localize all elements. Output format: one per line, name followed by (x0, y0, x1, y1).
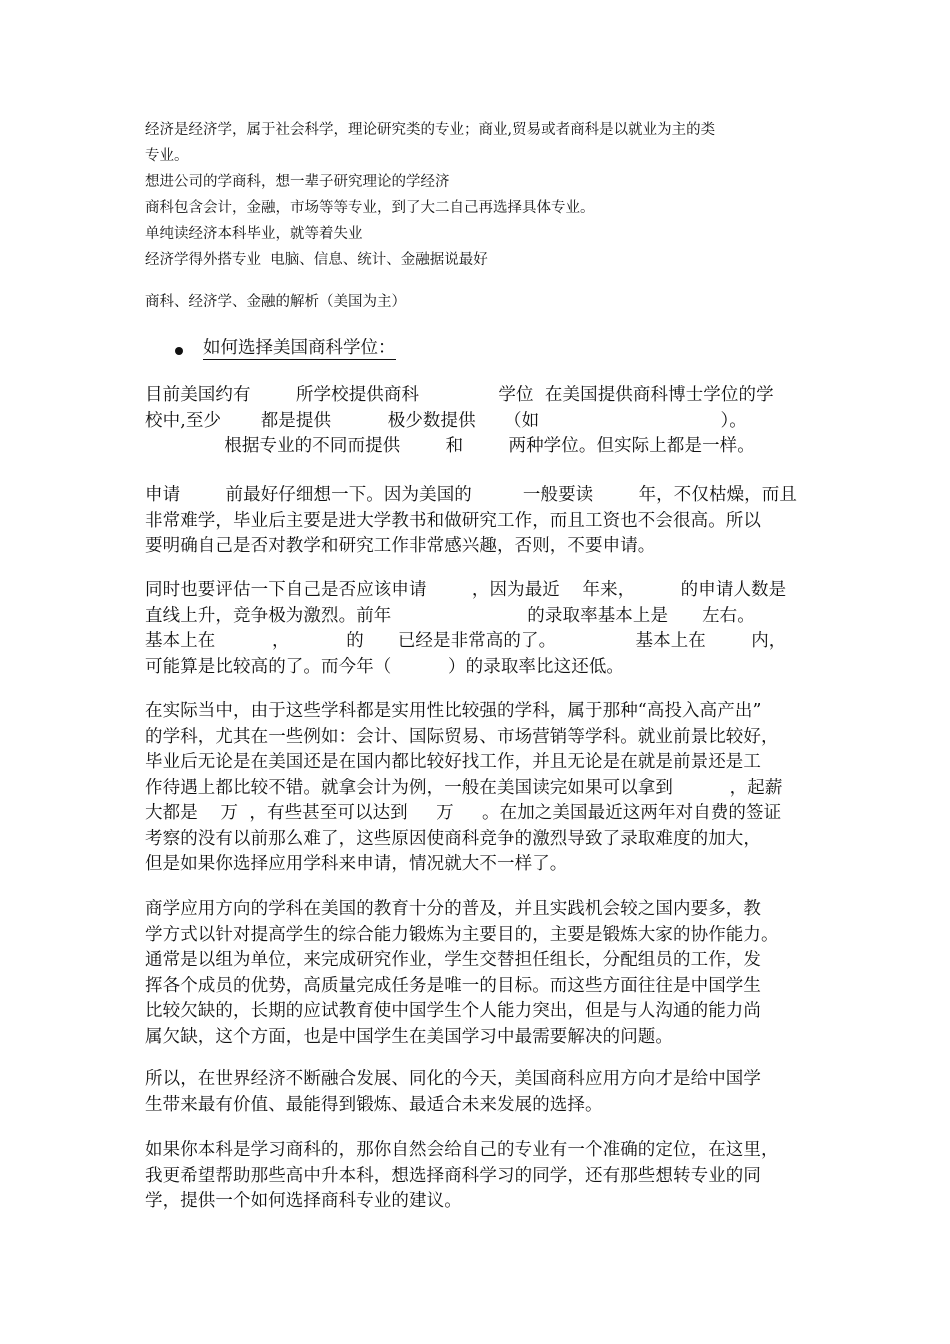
paragraph-practical (145, 699, 825, 878)
paragraph-line: 商学应用方向的学科在美国的教育十分的普及，并且实践机会较之国内要多，教 (145, 899, 761, 919)
paragraph-advice (145, 1138, 825, 1215)
paragraph-line: 作待遇上都比较不错。就拿会计为例，一般在美国读完如果可以拿到 ，起薪 (145, 777, 783, 798)
paragraph-line: 基本上在 ， 的 已经是非常高的了。 基本上在 内， (145, 631, 787, 651)
paragraph-line: 挥各个成员的优势，高质量完成任务是唯一的目标。而这些方面往往是中国学生 (145, 975, 761, 996)
paragraph-line: 根据专业的不同而提供 和 两种学位。但实际上都是一样。 (145, 436, 755, 456)
intro-line: 商科包含会计，金融，市场等等专业，到了大二自己再选择具体专业。 (145, 200, 595, 216)
paragraph-line: 非常难学，毕业后主要是进大学教书和做研究工作，而且工资也不会很高。所以 (145, 510, 761, 531)
paragraph-line: 如果你本科是学习商科的，那你自然会给自己的专业有一个准确的定位，在这里， (145, 1140, 779, 1160)
intro-block (145, 117, 825, 273)
intro-line: 单纯读经济本科毕业，就等着失业 (145, 226, 363, 242)
paragraph-line: 同时也要评估一下自己是否应该申请 ，因为最近 年来， 的申请人数是 (145, 580, 787, 600)
paragraph-line: 我更希望帮助那些高中升本科，想选择商科学习的同学，还有那些想转专业的同 (145, 1165, 761, 1186)
paragraph-applied (145, 897, 825, 1050)
paragraph-conclusion (145, 1067, 825, 1118)
intro-line: 经济学得外搭专业 电脑、信息、统计、金融据说最好 (145, 252, 488, 268)
paragraph-line: 要明确自己是否对教学和研究工作非常感兴趣，否则，不要申请。 (145, 536, 656, 556)
paragraph-line: 的学科，尤其在一些例如：会计、国际贸易、市场营销等学科。就业前景比较好， (145, 726, 779, 747)
paragraph-schools (145, 383, 825, 460)
paragraph-line: 比较欠缺的，长期的应试教育使中国学生个人能力突出，但是与人沟通的能力尚 (145, 1001, 761, 1021)
paragraph-apply (145, 483, 825, 560)
paragraph-line: 通常是以组为单位，来完成研究作业，学生交替担任组长，分配组员的工作，发 (145, 950, 761, 970)
paragraph-line: 直线上升，竞争极为激烈。前年 的录取率基本上是 左右。 (145, 605, 755, 626)
paragraph-line: 所以，在世界经济不断融合发展、同化的今天，美国商科应用方向才是给中国学 (145, 1069, 761, 1089)
paragraph-line: 毕业后无论是在美国还是在国内都比较好找工作，并且无论是在就是前景还是工 (145, 752, 761, 772)
paragraph-line: 属欠缺，这个方面，也是中国学生在美国学习中最需要解决的问题。 (145, 1026, 673, 1047)
section-title: 商科、经济学、金融的解析（美国为主） (145, 294, 406, 310)
paragraph-line: 可能算是比较高的了。而今年（ ）的录取率比这还低。 (145, 656, 625, 677)
paragraph-line: 申请 前最好仔细想一下。因为美国的 一般要读 年，不仅枯燥，而且 (145, 485, 797, 505)
paragraph-line: 校中,至少 都是提供 极少数提供 （如 ）。 (145, 410, 747, 431)
paragraph-line: 在实际当中，由于这些学科都是实用性比较强的学科，属于那种“高投入高产出” (145, 701, 762, 721)
paragraph-line: 学方式以针对提高学生的综合能力锻炼为主要目的，主要是锻炼大家的协作能力。 (145, 924, 779, 945)
paragraph-competition (145, 578, 825, 680)
paragraph-line: 学，提供一个如何选择商科专业的建议。 (145, 1191, 462, 1211)
paragraph-line: 但是如果你选择应用学科来申请，情况就大不一样了。 (145, 854, 568, 874)
intro-line: 想进公司的学商科，想一辈子研究理论的学经济 (145, 174, 450, 190)
paragraph-line: 生带来最有价值、最能得到锻炼、最适合未来发展的选择。 (145, 1094, 603, 1115)
paragraph-line: 考察的没有以前那么难了，这些原因使商科竞争的激烈导致了录取难度的加大， (145, 828, 761, 849)
intro-line: 经济是经济学，属于社会科学，理论研究类的专业；商业,贸易或者商科是以就业为主的类 (145, 122, 716, 138)
bullet-heading-text: 如何选择美国商科学位： (203, 338, 396, 358)
bullet-icon (175, 347, 183, 355)
bullet-heading (175, 335, 396, 361)
intro-line: 专业。 (145, 148, 189, 164)
paragraph-line: 目前美国约有 所学校提供商科 学位 在美国提供商科博士学位的学 (145, 385, 774, 405)
paragraph-line: 大都是 万 ，有些甚至可以达到 万 。在加之美国最近这两年对自费的签证 (145, 803, 782, 823)
